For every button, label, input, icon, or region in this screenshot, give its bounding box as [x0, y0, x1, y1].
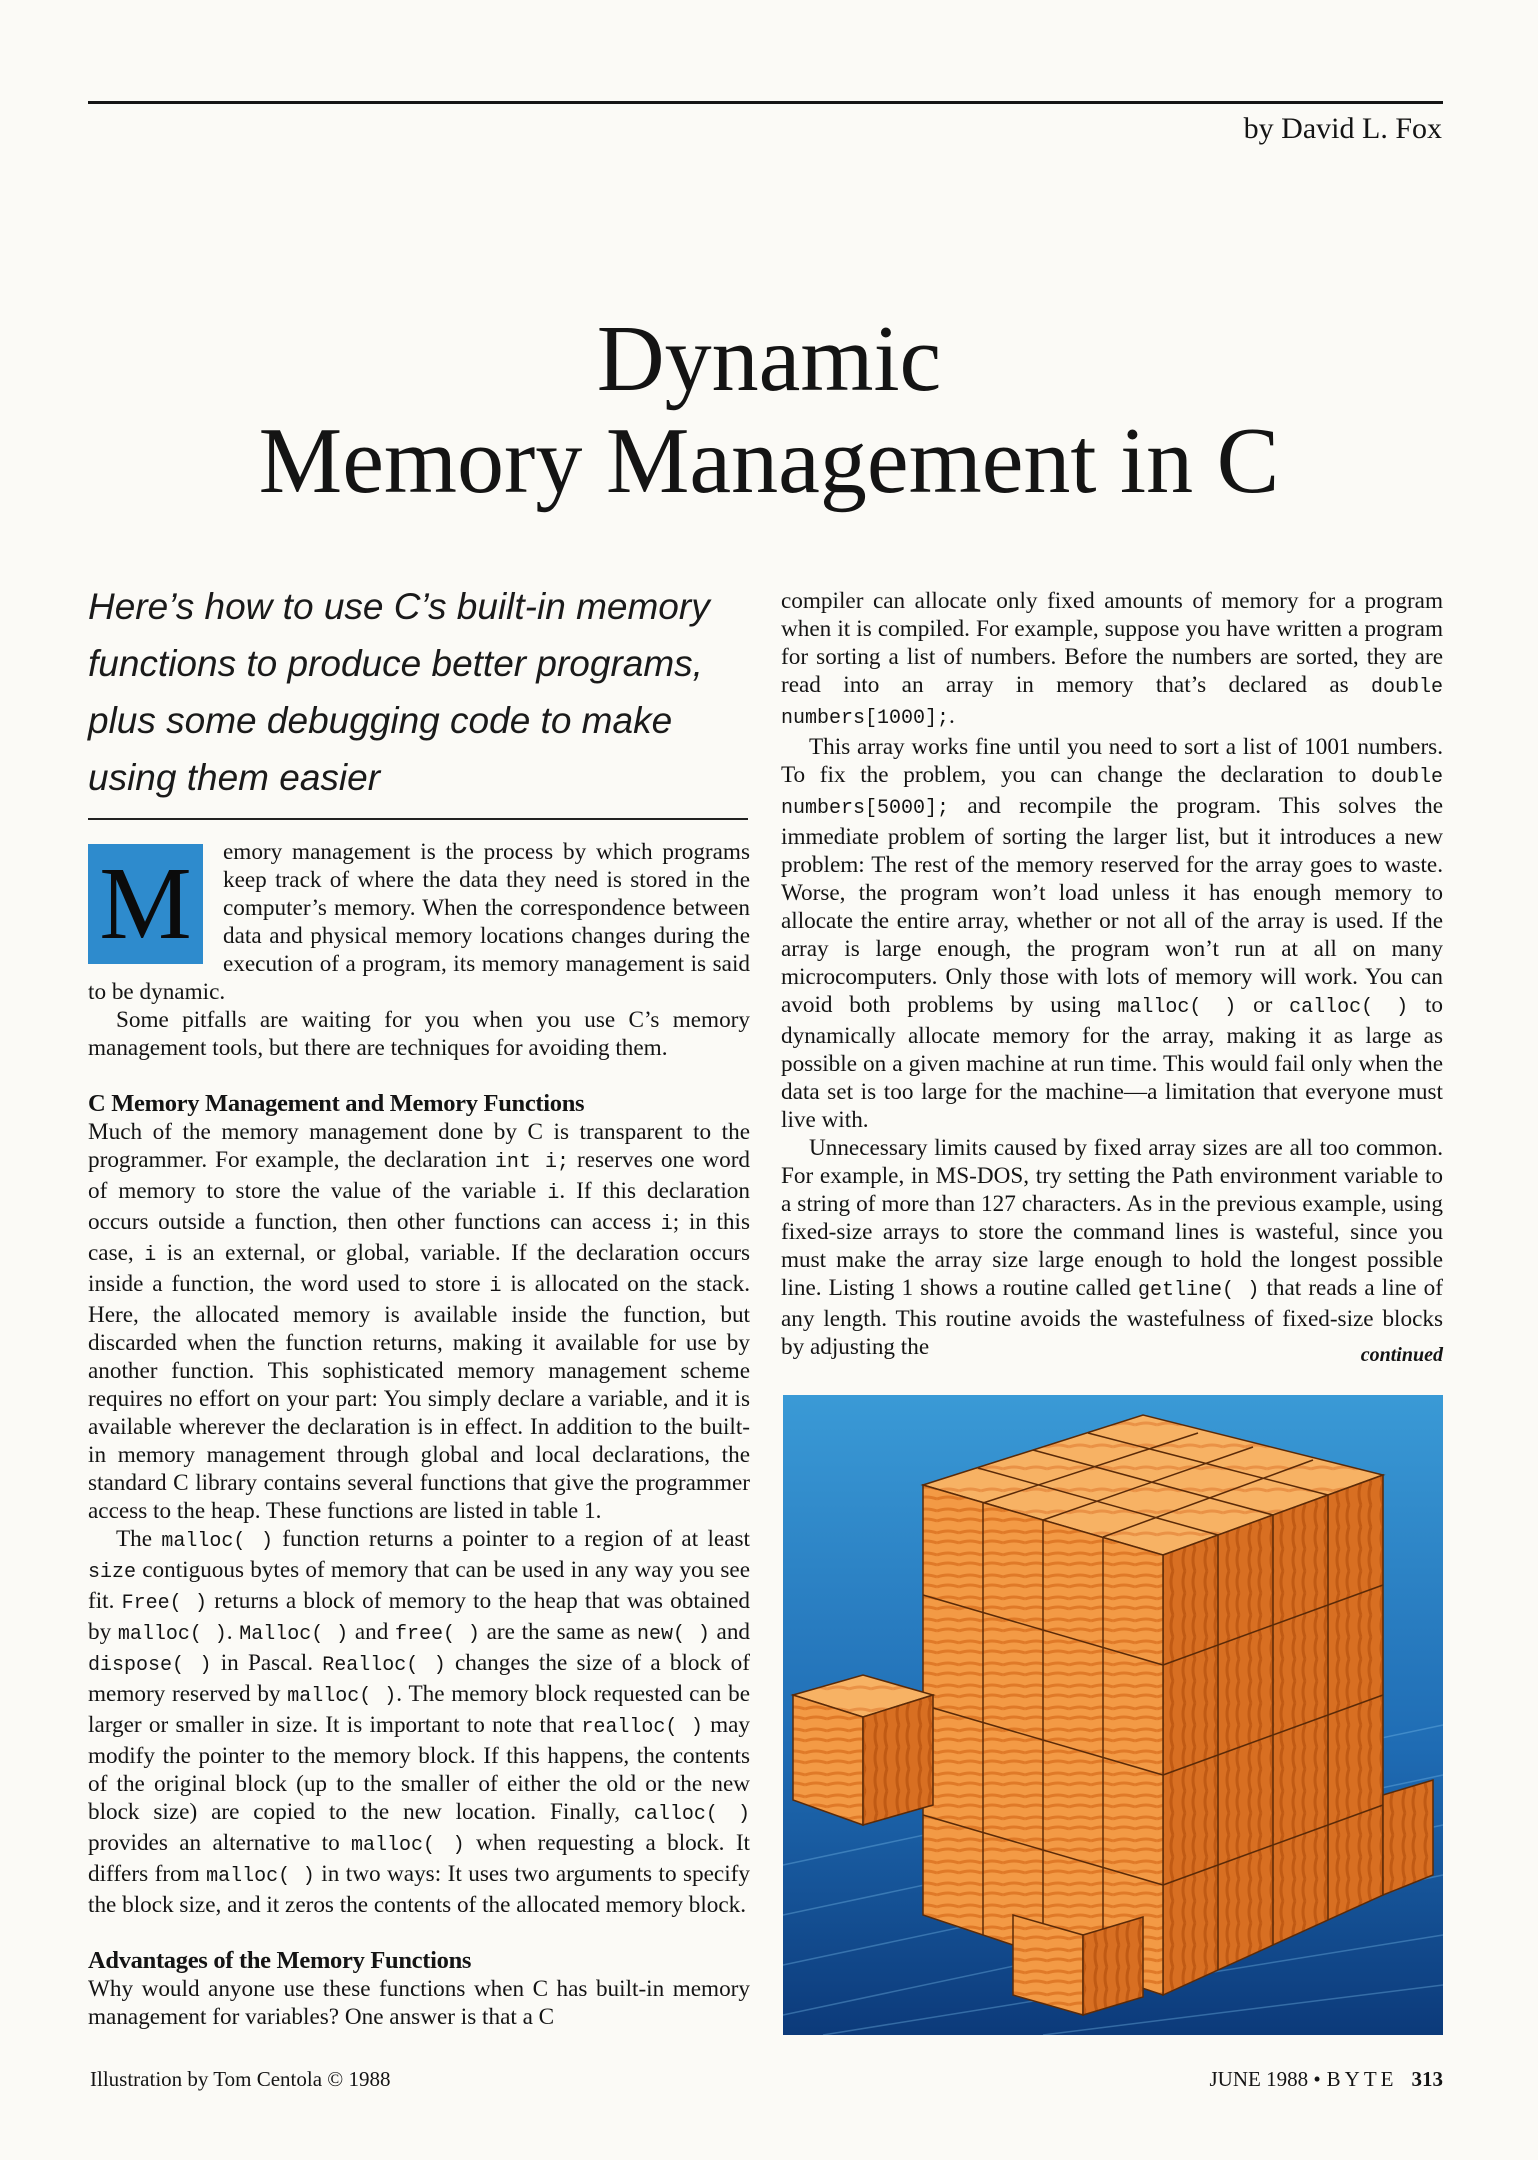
section-1-paragraph-1: Much of the memory management done by C is transparent to the programmer. For example, the declaration int i; reserves one word of memory to store the value of the variable i. If this declaration occurs outside a function, then other functions can access i; in this case, i is an external, or global, variable. If the declaration occurs inside a function, the word used to store i is allocated on the stack. Here, the allocated memory is available inside the function, but discarded when the function returns, making it available for use by another function. This sophisticated memory management scheme requires no effort on your part: You simply declare a variable, and it is available wherever the declaration is in effect. In addition to the built-in memory management through global and local declarations, the standard C library contains several functions that give the programmer access to the heap. These functions are listed in table 1.: [88, 1119, 751, 1524]
article-title-line-2: Memory Management in C: [258, 409, 1280, 513]
drop-cap: M: [88, 844, 203, 964]
intro-paragraph-2: Some pitfalls are waiting for you when you use C’s memory management tools, but there are techniques for avoiding them.: [88, 1007, 750, 1061]
deck-rule: [88, 818, 748, 820]
illustration-credit: Illustration by Tom Centola © 1988: [90, 2067, 391, 2091]
left-column: [88, 838, 750, 2031]
article-title-line-1: Dynamic: [596, 307, 942, 411]
magazine-name: BYTE: [1326, 2067, 1398, 2091]
intro-paragraph: M emory management is the process by which programs keep track of where the data they need is stored in the computer’s memory. When the correspondence between data and physical memory locations changes during the execution of a program, its memory management is said to be dynamic.: [88, 839, 750, 1005]
page-number: 313: [1411, 2067, 1443, 2091]
section-1-paragraph-2: The malloc( ) function returns a pointer to a region of at least size contiguous bytes of memory that can be used in any way you see fit. Free( ) returns a block of memory to the heap that was obtained by malloc( ). Malloc( ) and free( ) are the same as new( ) and dispose( ) in Pascal. Realloc( ) changes the size of a block of memory reserved by malloc( ). The memory block requested can be larger or smaller in size. It is important to note that realloc( ) may modify the pointer to the memory block. If this happens, the contents of the original block (up to the smaller of either the old or the new block size) are copied to the new location. Finally, calloc( ) provides an alternative to malloc( ) when requesting a block. It differs from malloc( ) in two ways: It uses two arguments to specify the block size, and it zeros the contents of the allocated memory block.: [88, 1526, 751, 1918]
continued-label: continued: [1360, 1344, 1443, 1366]
protruding-block-bottom-side: [1083, 1917, 1143, 2015]
byline: by David L. Fox: [1243, 112, 1442, 145]
right-paragraph-3: Unnecessary limits caused by fixed array sizes are all too common. For example, in MS-DOS, try setting the Path environment variable to a string of more than 127 characters. As in the previous example, using fixed-size arrays to store the command lines is wasteful, since you must make the array size large enough to hold the longest possible line. Listing 1 shows a routine called getline( ) that reads a line of any length. This routine avoids the wastefulness of fixed-size blocks by adjusting the: [781, 1135, 1443, 1360]
issue-date: JUNE 1988 •: [1209, 2067, 1321, 2091]
article-deck: Here’s how to use C’s built-in memory functions to produce better programs, plus some debugging code to make using them easier: [88, 586, 710, 798]
folio: [1209, 2067, 1443, 2092]
right-paragraph-2: This array works fine until you need to sort a list of 1001 numbers. To fix the problem, you can change the declaration to double numbers[5000]; and recompile the program. This solves the immediate problem of sorting the larger list, but it introduces a new problem: The rest of the memory reserved for the array goes to waste. Worse, the program won’t load unless it has enough memory to allocate the entire array, whether or not all of the array is used. If the array is large enough, the program won’t run at all on many microcomputers. Only those with lots of memory will work. You can avoid both problems by using malloc( ) or calloc( ) to dynamically allocate memory for the array, making it as large as possible on a given machine at run time. This would fail only when the data set is too large for the machine—a limitation that everyone must live with.: [781, 734, 1443, 1133]
cube-illustration: [783, 1395, 1443, 2035]
protruding-block-right: [1383, 1780, 1433, 1895]
right-column: [781, 587, 1443, 1361]
section-heading-memory-functions: C Memory Management and Memory Functions: [88, 1090, 585, 1117]
top-rule: [88, 101, 1443, 104]
section-2-paragraph-1: Why would anyone use these functions when C has built-in memory management for variables? One answer is that a C: [88, 1976, 750, 2030]
right-paragraph-1: compiler can allocate only fixed amounts of memory for a program when it is compiled. For example, suppose you have written a program for sorting a list of numbers. Before the numbers are sorted, they are read into an array in memory that’s declared as double numbers[1000];.: [781, 588, 1443, 730]
protruding-block-side: [863, 1695, 933, 1825]
section-heading-advantages: Advantages of the Memory Functions: [88, 1947, 472, 1974]
